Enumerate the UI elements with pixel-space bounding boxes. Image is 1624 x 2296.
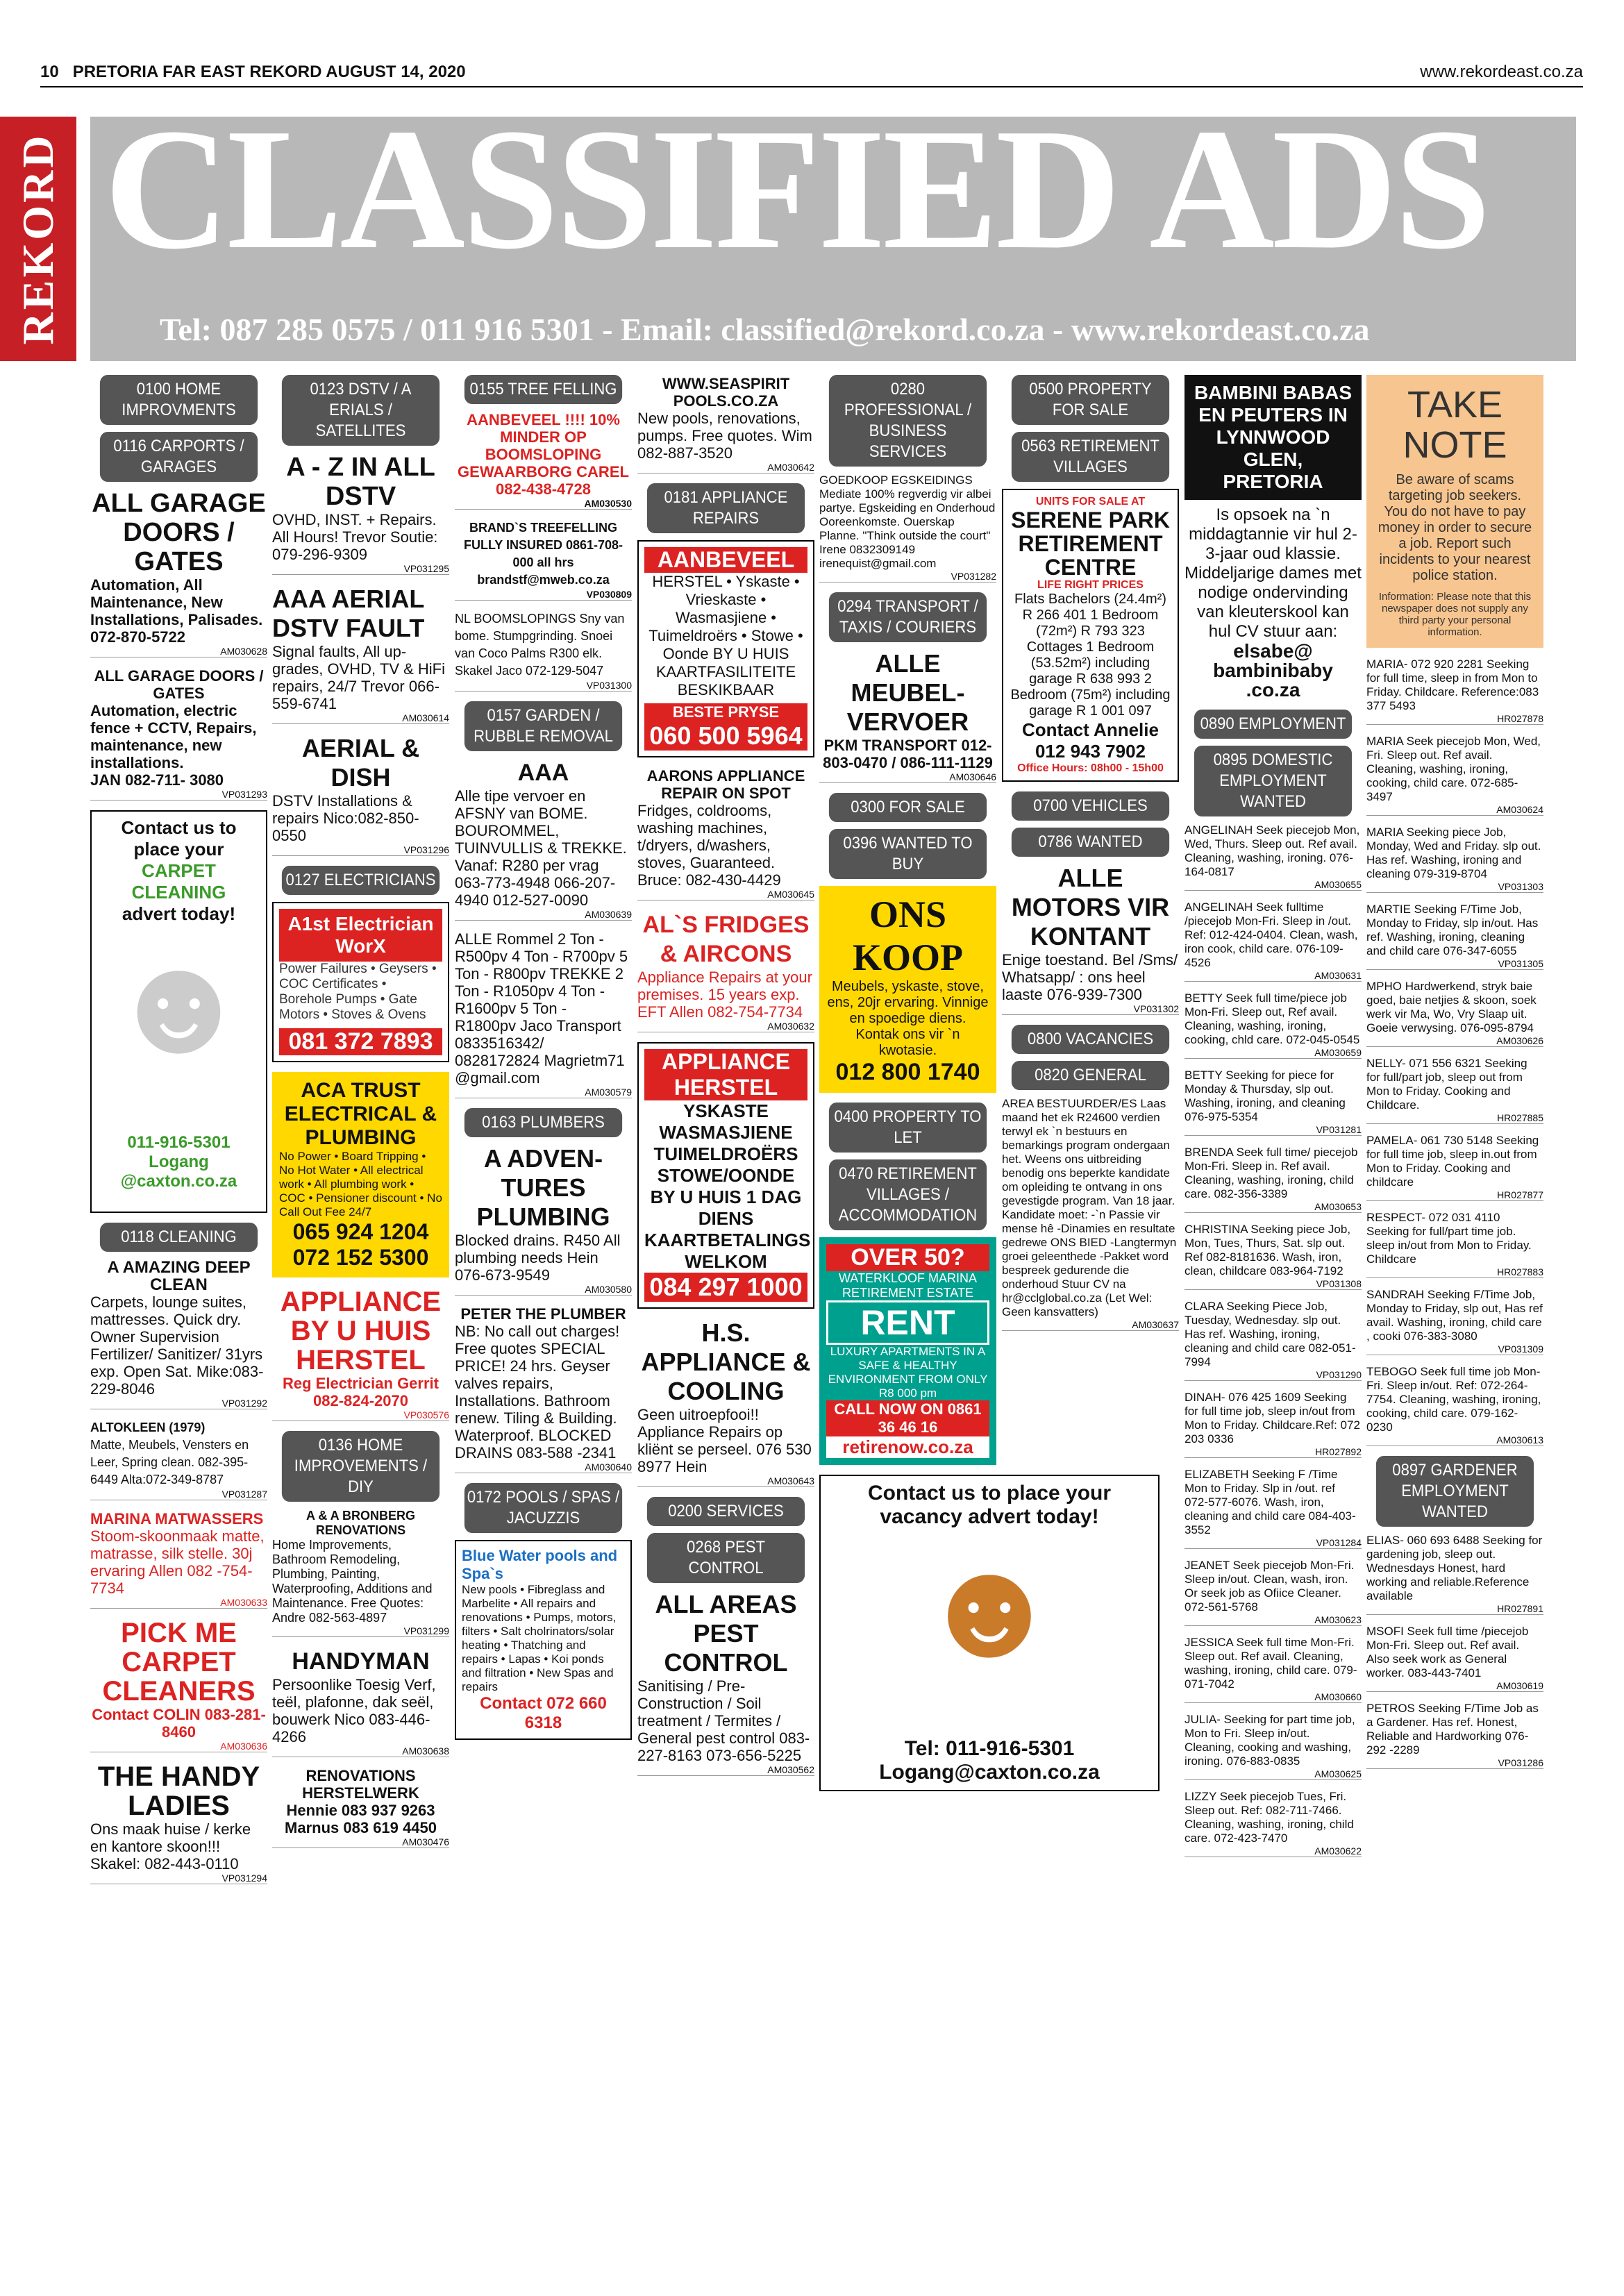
section-header: 0294 TRANSPORT / TAXIS / COURIERS [829, 592, 987, 642]
ad: RENOVATIONS HERSTELWERK Hennie 083 937 9263 Marnus 083 619 4450 AM030476 [272, 1767, 449, 1848]
ad: HANDYMAN Persoonlike Toesig Verf, teël, plafonne, dak seël, bouwerk Nico 083-446-4266 AM030638 [272, 1648, 449, 1757]
ad: THE HANDY LADIES Ons maak huise / kerke en kantore skoon!!! Skakel: 082-443-0110 VP031294 [90, 1761, 267, 1884]
section-header: 0895 DOMESTIC EMPLOYMENT WANTED [1194, 746, 1352, 816]
ons-koop-ad: ONS KOOP Meubels, yskaste, stove, ens, 20jr ervaring. Vinnige en spoedige diens. Kontak ons vir `n kwotasie. 012 800 1740 [819, 886, 996, 1093]
ad: DINAH- 076 425 1609 Seeking for full time job, sleep in/out from Mon to Friday. Childcare.Ref: 072 203 0336 HR027892 [1184, 1391, 1362, 1457]
ad: ELIZABETH Seeking F /Time Mon to Friday. Slp in /out. ref 072-577-6076. Wash, iron, cleaning and child care 084-403-3552 VP031284 [1184, 1468, 1362, 1548]
ad: AANBEVEEL !!!! 10% MINDER OP BOOMSLOPING GEWAARBORG CAREL 082-438-4728 AM030530 [455, 411, 632, 510]
ad: GOEDKOOP EGSKEIDINGS Mediate 100% regverdig vir albei partye. Egskeiding en Onderhoud Ooreenkomste. Ouerskap Planne. "Think outside the court" Irene 0832309149 irenequist@gmail.com VP031282 [819, 474, 996, 582]
ad: AAA AERIAL DSTV FAULT Signal faults, All up-grades, OVHD, TV & HiFi repairs, 24/7 Trevor 066-559-6741 AM030614 [272, 585, 449, 723]
ad: ALL GARAGE DOORS / GATES Automation, electric fence + CCTV, Repairs, maintenance, new installations. JAN 082-711- 3080 VP031293 [90, 667, 267, 800]
ad: MARIA- 072 920 2281 Seeking for full time, sleep in from Mon to Friday. Childcare. Reference:083 377 5493 HR027878 [1366, 657, 1543, 724]
section-header: 0890 EMPLOYMENT [1194, 710, 1352, 739]
ad: A AMAZING DEEP CLEAN Carpets, lounge suites, mattresses. Quick dry. Owner Supervision Fertilizer/ Sanitizer/ 31yrs exp. Open Sat. Mike:083-229-8046 VP031292 [90, 1258, 267, 1409]
ad: A - Z IN ALL DSTV OVHD, INST. + Repairs. All Hours! Trevor Soutie: 079-296-9309 VP031295 [272, 453, 449, 574]
detective-illustration-icon: ☻ [916, 1531, 1063, 1686]
section-header: 0157 GARDEN / RUBBLE REMOVAL [464, 701, 622, 751]
page-info: 10 PRETORIA FAR EAST REKORD AUGUST 14, 2020 [40, 62, 466, 81]
ad: BETTY Seek full time/piece job Mon-Fri. Sleep out, Ref avail. Cleaning, washing, ironing, cooking, chld care. 072-045-0545 AM030659 [1184, 991, 1362, 1058]
vacancy-promo: Contact us to place your vacancy advert today! ☻ Tel: 011-916-5301 Logang@caxton.co.za [819, 1475, 1160, 1791]
ad: JEANET Seek piecejob Mon-Fri. Sleep in/out. Clean, wash, iron. Or seek job as Ofiice Cleaner. 072-561-5768 AM030623 [1184, 1559, 1362, 1625]
section-header: 0268 PEST CONTROL [647, 1533, 805, 1583]
ad: LIZZY Seek piecejob Tues, Fri. Sleep out. Ref: 082-711-7466. Cleaning, washing, ironing, child care. 072-423-7470 AM030622 [1184, 1790, 1362, 1857]
ad: A & A BRONBERG RENOVATIONS Home Improvements, Bathroom Remodeling, Plumbing, Painting, Waterproofing, Additions and Maintenance. Free Quotes: Andre 082-563-4897 VP031299 [272, 1509, 449, 1636]
ad: MARIA Seeking piece Job, Monday, Wed and Friday. slp out. Has ref. Washing, ironing and cleaning 079-319-8704 VP031303 [1366, 826, 1543, 892]
ad: BRAND`S TREEFELLING FULLY INSURED 0861-708-000 all hrs brandstf@mweb.co.za VP030809 [455, 519, 632, 601]
ad: H.S. APPLIANCE & COOLING Geen uitroepfooi!! Appliance Repairs op kliënt se perseel. 076 530 8977 Hein AM030643 [637, 1318, 814, 1486]
column-6 [1002, 375, 1179, 1341]
section-header: 0163 PLUMBERS [464, 1108, 622, 1137]
section-header: 0116 CARPORTS / GARAGES [100, 432, 258, 482]
ad: NELLY- 071 556 6321 Seeking for full/part job, sleep out from Mon to Friday. Cooking and Childcare. HR027885 [1366, 1057, 1543, 1123]
classified-banner [13, 93, 1576, 361]
ad: MARTIE Seeking F/Time Job, Monday to Friday, slp in/out. Has ref. Washing, ironing, cleaning and child care 076-347-6055 VP031305 [1366, 903, 1543, 969]
ad: A ADVEN-TURES PLUMBING Blocked drains. R450 All plumbing needs Hein 076-673-9549 AM030580 [455, 1144, 632, 1295]
ad: AARONS APPLIANCE REPAIR ON SPOT Fridges, coldrooms, washing machines, t/dryers, d/washers, stoves, Guaranteed. Bruce: 082-430-4429 AM030645 [637, 767, 814, 900]
ad: PAMELA- 061 730 5148 Seeking for full time job, sleep in.out from Mon to Friday. Cooking and childcare HR027877 [1366, 1134, 1543, 1200]
promo-box: Contact us to place your CARPET CLEANING advert today! ☻ 011-916-5301 Logang @caxton.co.za [90, 810, 267, 1213]
section-header: 0800 VACANCIES [1012, 1025, 1169, 1054]
section-header: 0470 RETIREMENT VILLAGES / ACCOMMODATION [829, 1159, 987, 1230]
section-header: 0396 WANTED TO BUY [829, 829, 987, 879]
column-7 [1184, 375, 1362, 1867]
section-header: 0700 VEHICLES [1012, 791, 1169, 821]
electrical-ad: ACA TRUST ELECTRICAL & PLUMBING No Power • Board Tripping • No Hot Water • All electrical work • All plumbing work • COC • Pensioner discount • No Call Out Fee 24/7 065 924 1204 072 152 5300 [272, 1072, 449, 1277]
ad: ALL GARAGE DOORS / GATES Automation, All Maintenance, New Installations, Palisades. 072-870-5722 AM030628 [90, 489, 267, 657]
ad: AAA Alle tipe vervoer en AFSNY van BOME. BOUROMMEL, TUINVULLIS & TREKKE. Vanaf: R280 per vrag 063-773-4948 066-207-4940 012-527-0090 AM030639 [455, 760, 632, 920]
ad: MARIA Seek piecejob Mon, Wed, Fri. Sleep out. Ref avail. Cleaning, washing, ironing, cooking, child care. 072-685-3497 AM030624 [1366, 735, 1543, 815]
section-header: 0200 SERVICES [647, 1497, 805, 1526]
column-3 [455, 375, 632, 1750]
banner-title: CLASSIFIED ADS [104, 93, 1489, 285]
serene-park-ad: UNITS FOR SALE AT SERENE PARK RETIREMENT CENTRE LIFE RIGHT PRICES Flats Bachelors (24.4m²) R 266 401 1 Bedroom (72m²) R 793 323 Cottages 1 Bedroom (53.52m²) including garage R 638 993 2 Bedroom (75m²) including garage R 1 001 097 Contact Annelie 012 943 7902 Office Hours: 08h00 - 15h00 [1002, 489, 1179, 782]
electrician-ad: A1st Electrician WorX Power Failures • Geysers • COC Certificates • Borehole Pumps • Gate Motors • Stoves & Ovens 081 372 7893 [272, 902, 449, 1062]
ad: AL`S FRIDGES & AIRCONS Appliance Repairs at your premises. 15 years exp. EFT Allen 082-754-7734 AM030632 [637, 912, 814, 1032]
section-header: 0400 PROPERTY TO LET [829, 1103, 987, 1153]
bambini-title: BAMBINI BABAS EN PEUTERS IN LYNNWOOD GLEN, PRETORIA [1184, 375, 1362, 500]
site-link[interactable]: www.rekordeast.co.za [1420, 62, 1583, 81]
ad: CLARA Seeking Piece Job, Tuesday, Wednesday. slp out. Has ref. Washing, ironing, cleaning and child care 082-051-7994 VP031290 [1184, 1300, 1362, 1380]
ad: TEBOGO Seek full time job Mon-Fri. Sleep in/out. Ref: 072-264-7754. Cleaning, washing, ironing, cooking, child care. 079-162-0230 AM030613 [1366, 1365, 1543, 1446]
ad: ELIAS- 060 693 6488 Seeking for gardening job, sleep out. Wednesdays Honest, hard working and reliable.Reference available HR027891 [1366, 1534, 1543, 1614]
ad: ALTOKLEEN (1979) Matte, Meubels, Vensters en Leer, Spring clean. 082-395-6449 Alta:072-349-8787 VP031287 [90, 1421, 267, 1500]
section-header: 0500 PROPERTY FOR SALE [1012, 375, 1169, 425]
rekord-logo: REKORD [0, 117, 76, 361]
ad: NL BOOMSLOPINGS Sny van bome. Stumpgrinding. Snoei van Coco Palms R300 elk. Skakel Jaco 072-129-5047 VP031300 [455, 612, 632, 691]
section-header: 0786 WANTED [1012, 828, 1169, 857]
person-illustration-icon: ☻ [106, 927, 252, 1082]
appliance-ad: AANBEVEEL HERSTEL • Yskaste • Vrieskaste • Wasmasjiene • Tuimeldroërs • Stowe • Oonde BY U HUIS KAARTFASILITEITE BESKIKBAAR BESTE PRYSE 060 500 5964 [637, 540, 814, 757]
ad: RESPECT- 072 031 4110 Seeking for full/part time job. sleep in/out from Mon to Friday. Childcare HR027883 [1366, 1211, 1543, 1277]
section-header: 0118 CLEANING [100, 1223, 258, 1252]
ad: BETTY Seeking for piece for Monday & Thursday, slp out. Washing, ironing, and cleaning 076-975-5354 VP031281 [1184, 1069, 1362, 1135]
ad: JESSICA Seek full time Mon-Fri. Sleep out. Ref avail. Cleaning, washing, ironing, child care. 079-071-7042 AM030660 [1184, 1636, 1362, 1702]
ad: ALL AREAS PEST CONTROL Sanitising / Pre-Construction / Soil treatment / Termites / General pest control 083-227-8163 073-656-5225 AM030562 [637, 1590, 814, 1775]
ad: ANGELINAH Seek fulltime /piecejob Mon-Fri. Sleep in /out. Ref: 012-424-0404. Clean, wash, iron cook, child care. 076-109-4526 AM030631 [1184, 900, 1362, 981]
ad: SANDRAH Seeking F/Time Job, Monday to Friday, slp out, Has ref avail. Washing, ironing, child care , cooki 076-383-3080 VP031309 [1366, 1288, 1543, 1355]
section-header: 0100 HOME IMPROVMENTS [100, 375, 258, 425]
section-header: 0123 DSTV / A ERIALS / SATELLITES [282, 375, 440, 446]
section-header: 0563 RETIREMENT VILLAGES [1012, 432, 1169, 482]
ad: CHRISTINA Seeking piece Job, Mon, Tues, Thurs, Sat. slp out. Ref 082-8181636. Wash, iron, clean, childcare 083-964-7192 VP031308 [1184, 1223, 1362, 1289]
ad: PICK ME CARPET CLEANERS Contact COLIN 083-281-8460 AM030636 [90, 1618, 267, 1752]
ad: AREA BESTUURDER/ES Laas maand het ek R24600 verdien terwyl ek `n bestuurs en bemarkings program ondergaan het. Weens ons uitbreiding benodig ons beperkte kandidate om opleiding te ontvang in ons gevestigde program. Van 18 jaar. Kandidate moet: -`n Passie vir mense hê -Dinamies en resultate gedrewe ONS BIED -Langtermyn groei geleenthede -Pakket word bespreek gedurende die onderhoud Stuur CV na hr@cclglobal.co.za (Let Wel: Geen kansvatters) AM030637 [1002, 1097, 1179, 1330]
section-header: 0280 PROFESSIONAL / BUSINESS SERVICES [829, 375, 987, 467]
column-8 [1366, 375, 1543, 1779]
section-header: 0127 ELECTRICIANS [282, 866, 440, 895]
ad: ALLE Rommel 2 Ton - R500pv 4 Ton - R700pv 5 Ton - R800pv TREKKE 2 Ton - R1050pv 4 Ton - R1600pv 5 Ton - R1800pv Jaco Transport 0833516342/ 0828172824 Magrietm71 @gmail.com AM030579 [455, 930, 632, 1098]
banner-contact: Tel: 087 285 0575 / 011 916 5301 - Email: classified@rekord.co.za - www.rekordeast.co.za [160, 312, 1370, 347]
section-header: 0820 GENERAL [1012, 1061, 1169, 1090]
pool-ad: Blue Water pools and Spa`s New pools • Fibreglass and Marbelite • All repairs and renovations • Pumps, motors, filters • Salt cholrinators/solar heating • Thatching and repairs • Lapas • Koi ponds and filtration • New Spas and repairs Contact 072 660 6318 [455, 1540, 632, 1740]
ad: JULIA- Seeking for part time job, Mon to Fri. Sleep in/out. Cleaning, cooking and washing, ironing. 076-883-0835 AM030625 [1184, 1713, 1362, 1779]
section-header: 0155 TREE FELLING [464, 375, 622, 404]
ad: ALLE MEUBEL-VERVOER PKM TRANSPORT 012-803-0470 / 086-111-1129 AM030646 [819, 649, 996, 783]
ad: MARINA MATWASSERS Stoom-skoonmaak matte, matrasse, silk stelle. 30j ervaring Allen 082 -754- 7734 AM030633 [90, 1510, 267, 1608]
column-4 [637, 375, 814, 1786]
column-2 [272, 375, 449, 1858]
bambini-ad: Is opsoek na `n middagtannie vir hul 2-3-jaar oud klassie. Middeljarige dames met nodige ondervinding van kleuterskool kan hul CV stuur aan: elsabe@ bambinibaby .co.za [1184, 505, 1362, 701]
section-header: 0136 HOME IMPROVEMENTS / DIY [282, 1431, 440, 1502]
section-header: 0897 GARDENER EMPLOYMENT WANTED [1376, 1456, 1534, 1527]
appliance-herstel-ad: APPLIANCE HERSTEL YSKASTE WASMASJIENE TUIMELDROËRS STOWE/OONDE BY U HUIS 1 DAG DIENS KAARTBETALINGS WELKOM 084 297 1000 [637, 1042, 814, 1309]
take-note-box: TAKE NOTE Be aware of scams targeting job seekers. You do not have to pay money in order to secure a job. Report such incidents to your nearest police station. Information: Please note that this newspaper does not supply any third party your personal information. [1366, 375, 1543, 648]
page-header [40, 62, 1583, 87]
ad: PETER THE PLUMBER NB: No call out charges! Free quotes SPECIAL PRICE! 24 hrs. Geyser valves repairs, Installations. Bathroom renew. Tiling & Building. Waterproof. BLOCKED DRAINS 083-588 -2341 AM030640 [455, 1305, 632, 1473]
ad: AERIAL & DISH DSTV Installations & repairs Nico:082-850-0550 VP031296 [272, 734, 449, 855]
ad: APPLIANCE BY U HUIS HERSTEL Reg Electrician Gerrit 082-824-2070 VP030576 [272, 1287, 449, 1421]
ad: BRENDA Seek full time/ piecejob Mon-Fri. Sleep in. Ref avail. Cleaning, washing, ironing, child care. 082-356-3389 AM030653 [1184, 1146, 1362, 1212]
ad: ANGELINAH Seek piecejob Mon, Wed, Thurs. Sleep out. Ref avail. Cleaning, washing, ironing. 076-164-0817 AM030655 [1184, 823, 1362, 890]
ad: PETROS Seeking F/Time Job as a Gardener. Has ref. Honest, Reliable and Hardworking 076-292 -2289 VP031286 [1366, 1702, 1543, 1768]
ad: MSOFI Seek full time /piecejob Mon-Fri. Sleep out. Ref avail. Also seek work as General worker. 083-443-7401 AM030619 [1366, 1625, 1543, 1691]
column-1 [90, 375, 267, 1894]
section-header: 0172 POOLS / SPAS / JACUZZIS [464, 1483, 622, 1533]
section-header: 0181 APPLIANCE REPAIRS [647, 483, 805, 533]
retirement-ad: OVER 50? WATERKLOOF MARINA RETIREMENT ESTATE RENT LUXURY APARTMENTS IN A SAFE & HEALTHY ENVIRONMENT FROM ONLY R8 000 pm CALL NOW ON 0861 36 46 16 retirenow.co.za [819, 1237, 996, 1465]
section-header: 0300 FOR SALE [829, 793, 987, 822]
ad: MPHO Hardwerkend, stryk baie goed, baie netjies & skoon, soek werk vir Ma, Wo, Vry Slaap uit. Goeie verwysing. 076-095-8794 AM030626 [1366, 980, 1543, 1046]
ad: ALLE MOTORS VIR KONTANT Enige toestand. Bel /Sms/ Whatsapp/ : ons heel laaste 076-939-7300 VP031302 [1002, 864, 1179, 1014]
ad: WWW.SEASPIRIT POOLS.CO.ZA New pools, renovations, pumps. Free quotes. Wim 082-887-3520 AM030642 [637, 375, 814, 473]
